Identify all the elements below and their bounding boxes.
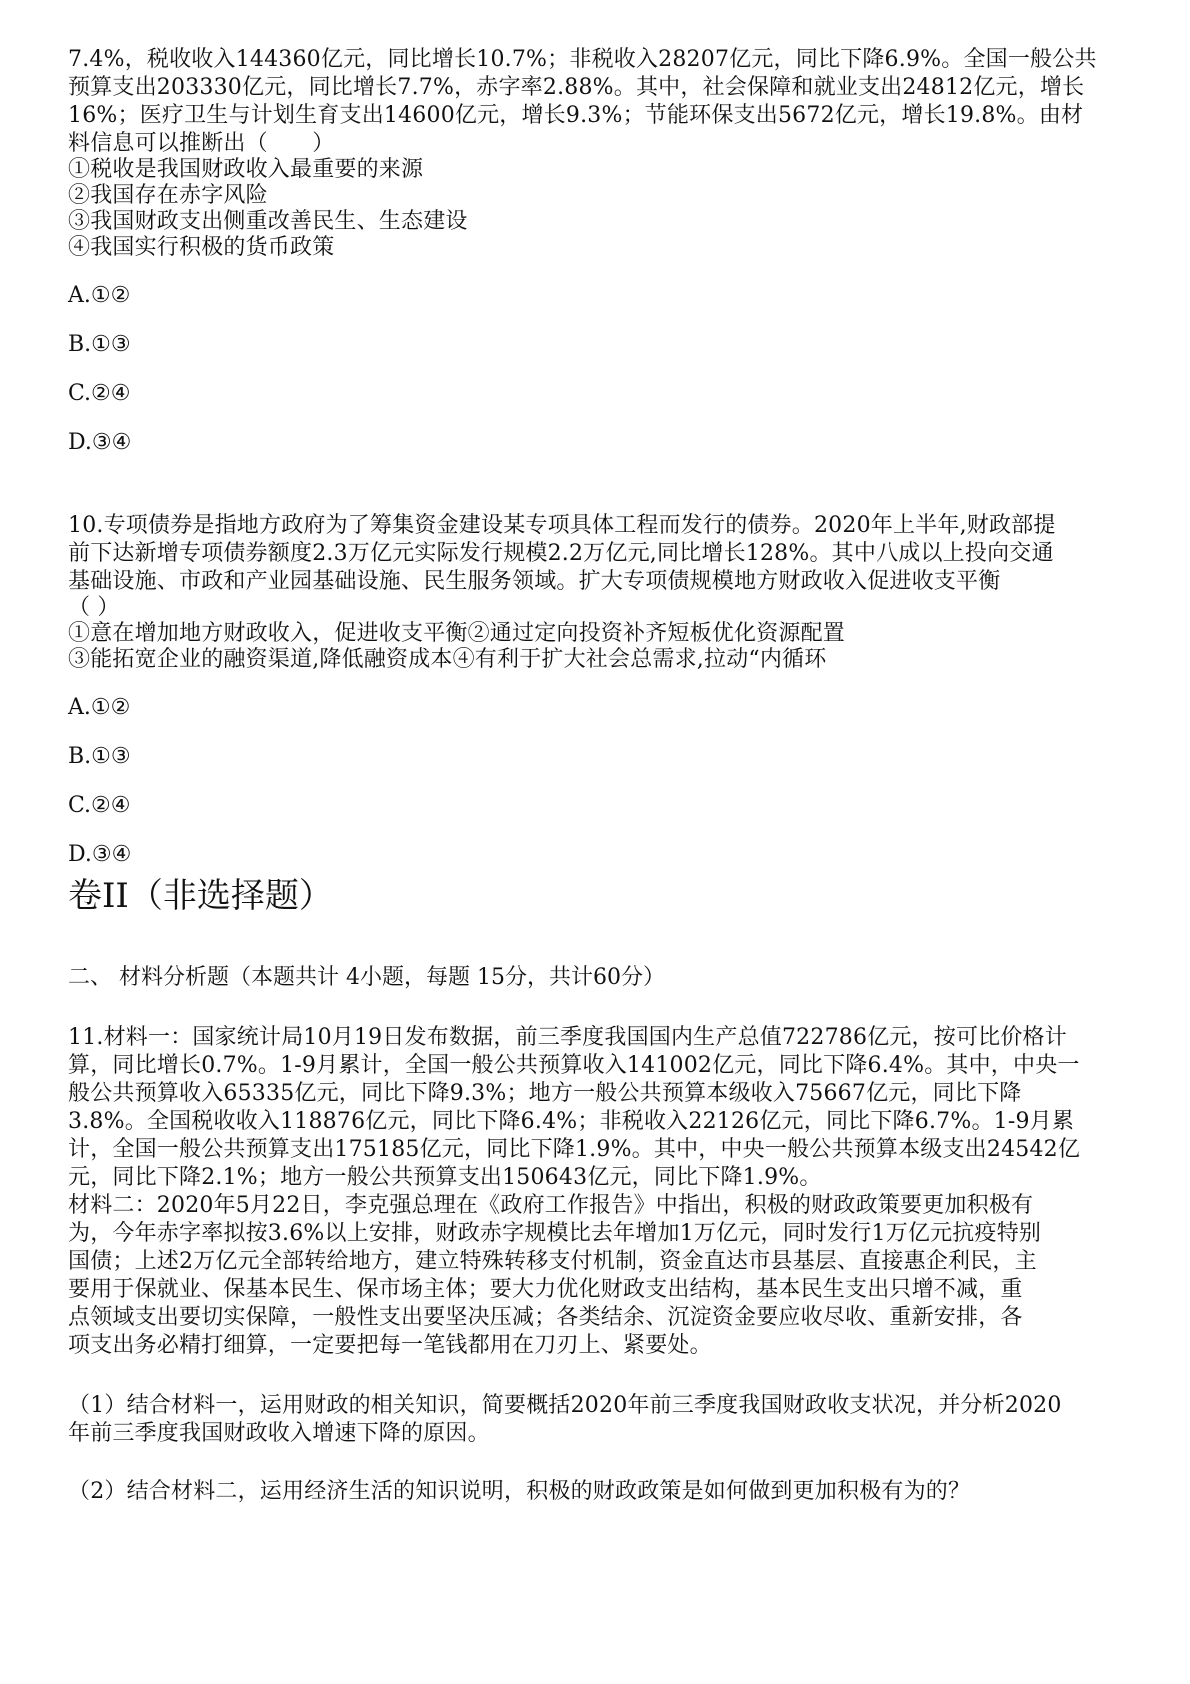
question-text-line: 16%；医疗卫生与计划生育支出14600亿元，增长9.3%；节能环保支出5672亿元，增长19.8%。由材	[68, 103, 1084, 128]
material-line: 元，同比下降2.1%；地方一般公共预算支出150643亿元，同比下降1.9%。	[68, 1165, 822, 1190]
section-title: 二、 材料分析题（本题共计 4小题，每题 15分，共计60分）	[68, 965, 665, 990]
statement-4: ④我国实行积极的货币政策	[68, 235, 335, 260]
material-line: 般公共预算收入65335亿元，同比下降9.3%；地方一般公共预算本级收入75667亿元，同比下降	[68, 1081, 1022, 1106]
option-b[interactable]: B.①③	[68, 744, 131, 769]
question-text-line: 10.专项债券是指地方政府为了筹集资金建设某专项具体工程而发行的债券。2020年上半年,财政部提	[68, 513, 1056, 538]
material-line: 材料二：2020年5月22日，李克强总理在《政府工作报告》中指出，积极的财政政策要更加积极有	[68, 1193, 1034, 1218]
material-line: 点领域支出要切实保障，一般性支出要坚决压减；各类结余、沉淀资金要应收尽收、重新安排，各	[68, 1305, 1023, 1330]
option-d[interactable]: D.③④	[68, 842, 132, 867]
sub-question-1: （1）结合材料一，运用财政的相关知识，简要概括2020年前三季度我国财政收支状况，并分析2020	[68, 1393, 1062, 1418]
question-text-line: 料信息可以推断出（ ）	[68, 131, 335, 156]
sub-question-2: （2）结合材料二，运用经济生活的知识说明，积极的财政政策是如何做到更加积极有为的？	[68, 1479, 971, 1504]
option-a[interactable]: A.①②	[68, 695, 131, 720]
volume-title: 卷II（非选择题）	[68, 876, 333, 916]
statement-3-4: ③能拓宽企业的融资渠道,降低融资成本④有利于扩大社会总需求,拉动“内循环	[68, 647, 827, 672]
sub-question-1: 年前三季度我国财政收入增速下降的原因。	[68, 1421, 490, 1446]
material-line: 计，全国一般公共预算支出175185亿元，同比下降1.9%。其中，中央一般公共预算本级支出24542亿	[68, 1137, 1081, 1162]
question-text-line: 预算支出203330亿元，同比增长7.7%，赤字率2.88%。其中，社会保障和就业支出24812亿元，增长	[68, 75, 1085, 100]
material-line: 3.8%。全国税收收入118876亿元，同比下降6.4%；非税收入22126亿元，同比下降6.7%。1-9月累	[68, 1109, 1075, 1134]
statement-1: ①税收是我国财政收入最重要的来源	[68, 157, 424, 182]
statement-3: ③我国财政支出侧重改善民生、生态建设	[68, 209, 468, 234]
material-line: 要用于保就业、保基本民生、保市场主体；要大力优化财政支出结构，基本民生支出只增不减，重	[68, 1277, 1023, 1302]
material-line: 算，同比增长0.7%。1-9月累计，全国一般公共预算收入141002亿元，同比下降6.4%。其中，中央一	[68, 1053, 1080, 1078]
option-b[interactable]: B.①③	[68, 332, 131, 357]
question-text-line: （ ）	[68, 595, 120, 620]
option-a[interactable]: A.①②	[68, 283, 131, 308]
statement-2: ②我国存在赤字风险	[68, 183, 268, 208]
option-d[interactable]: D.③④	[68, 430, 132, 455]
statement-1-2: ①意在增加地方财政收入，促进收支平衡②通过定向投资补齐短板优化资源配置	[68, 621, 846, 646]
material-line: 11.材料一：国家统计局10月19日发布数据，前三季度我国国内生产总值722786亿元，按可比价格计	[68, 1025, 1067, 1050]
question-text-line: 前下达新增专项债券额度2.3万亿元实际发行规模2.2万亿元,同比增长128%。其中八成以上投向交通	[68, 541, 1054, 566]
question-text-line: 7.4%，税收收入144360亿元，同比增长10.7%；非税收入28207亿元，同比下降6.9%。全国一般公共	[68, 47, 1097, 72]
question-text-line: 基础设施、市政和产业园基础设施、民生服务领域。扩大专项债规模地方财政收入促进收支平衡	[68, 569, 1001, 594]
material-line: 项支出务必精打细算，一定要把每一笔钱都用在刀刃上、紧要处。	[68, 1333, 712, 1358]
option-c[interactable]: C.②④	[68, 793, 131, 818]
material-line: 国债；上述2万亿元全部转给地方，建立特殊转移支付机制，资金直达市县基层、直接惠企利民，主	[68, 1249, 1037, 1274]
material-line: 为，今年赤字率拟按3.6%以上安排，财政赤字规模比去年增加1万亿元，同时发行1万亿元抗疫特别	[68, 1221, 1042, 1246]
option-c[interactable]: C.②④	[68, 381, 131, 406]
